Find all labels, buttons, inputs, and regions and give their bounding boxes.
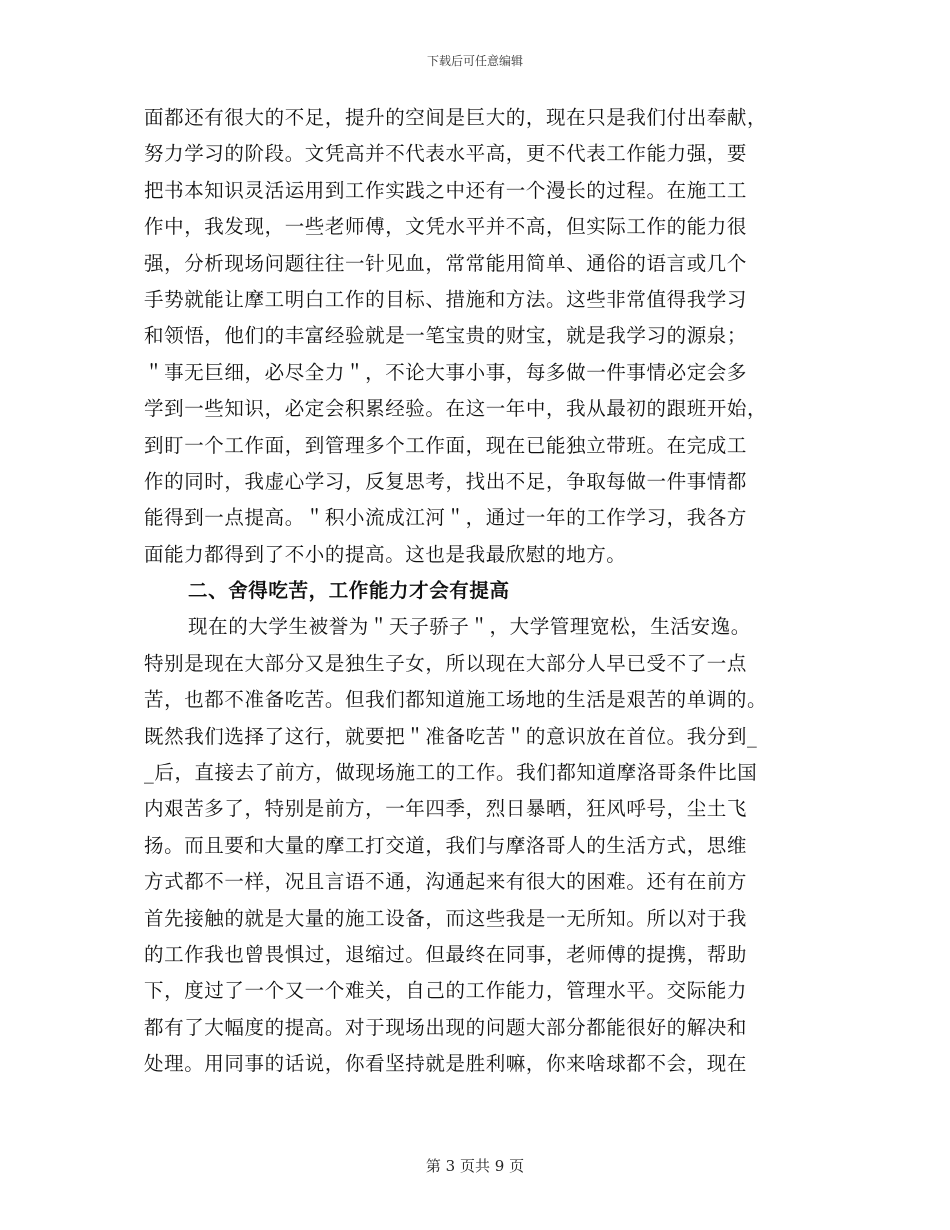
body-line: 手势就能让摩工明白工作的目标、措施和方法。这些非常值得我学习 (144, 287, 748, 311)
body-line: 学到一些知识，必定会积累经验。在这一年中，我从最初的跟班开始， (144, 397, 768, 421)
body-line: 现在的大学生被誉为＂天子骄子＂，大学管理宽松，生活安逸。 (188, 615, 751, 639)
body-line: 面都还有很大的不足，提升的空间是巨大的，现在只是我们付出奉献， (144, 106, 768, 129)
section-heading: 二、舍得吃苦，工作能力才会有提高 (188, 579, 510, 603)
document-body (144, 100, 804, 1083)
body-line: 都有了大幅度的提高。对于现场出现的问题大部分都能很好的解决和 (144, 1015, 748, 1039)
body-line: 面能力都得到了不小的提高。这也是我最欣慰的地方。 (144, 542, 627, 566)
body-line: 特别是现在大部分又是独生子女，所以现在大部分人早已受不了一点 (144, 651, 748, 675)
body-line: 把书本知识灵活运用到工作实践之中还有一个漫长的过程。在施工工 (144, 178, 748, 202)
body-line: 处理。用同事的话说，你看坚持就是胜利嘛，你来啥球都不会，现在 (144, 1052, 748, 1076)
body-line: 的工作我也曾畏惧过，退缩过。但最终在同事，老师傅的提携，帮助 (144, 942, 748, 966)
page-header: 下载后可任意编辑 (426, 54, 523, 68)
page-number: 第 3 页共 9 页 (425, 1157, 525, 1175)
body-line: 既然我们选择了这行，就要把＂准备吃苦＂的意识放在首位。我分到_ (144, 724, 758, 748)
body-line: 强，分析现场问题往往一针见血，常常能用简单、通俗的语言或几个 (144, 251, 748, 275)
body-line: _后，直接去了前方，做现场施工的工作。我们都知道摩洛哥条件比国 (144, 761, 758, 785)
body-line: 方式都不一样，况且言语不通，沟通起来有很大的困难。还有在前方 (144, 870, 748, 894)
body-line: 扬。而且要和大量的摩工打交道，我们与摩洛哥人的生活方式，思维 (144, 833, 748, 857)
body-line: 内艰苦多了，特别是前方，一年四季，烈日暴晒，狂风呼号，尘土飞 (144, 797, 748, 821)
body-line: ＂事无巨细，必尽全力＂，不论大事小事，每多做一件事情必定会多 (144, 360, 748, 384)
body-line: 苦，也都不准备吃苦。但我们都知道施工场地的生活是艰苦的单调的。 (144, 688, 768, 712)
body-line: 和领悟，他们的丰富经验就是一笔宝贵的财宝，就是我学习的源泉； (144, 324, 748, 348)
body-line: 首先接触的就是大量的施工设备，而这些我是一无所知。所以对于我 (144, 906, 748, 930)
body-line: 到盯一个工作面，到管理多个工作面，现在已能独立带班。在完成工 (144, 433, 748, 457)
body-line: 努力学习的阶段。文凭高并不代表水平高，更不代表工作能力强，要 (144, 142, 748, 166)
body-line: 作中，我发现，一些老师傅，文凭水平并不高，但实际工作的能力很 (144, 215, 748, 239)
body-line: 能得到一点提高。＂积小流成江河＂，通过一年的工作学习，我各方 (144, 506, 748, 530)
body-line: 下，度过了一个又一个难关，自己的工作能力，管理水平。交际能力 (144, 979, 748, 1003)
body-line: 作的同时，我虚心学习，反复思考，找出不足，争取每做一件事情都 (144, 469, 748, 493)
